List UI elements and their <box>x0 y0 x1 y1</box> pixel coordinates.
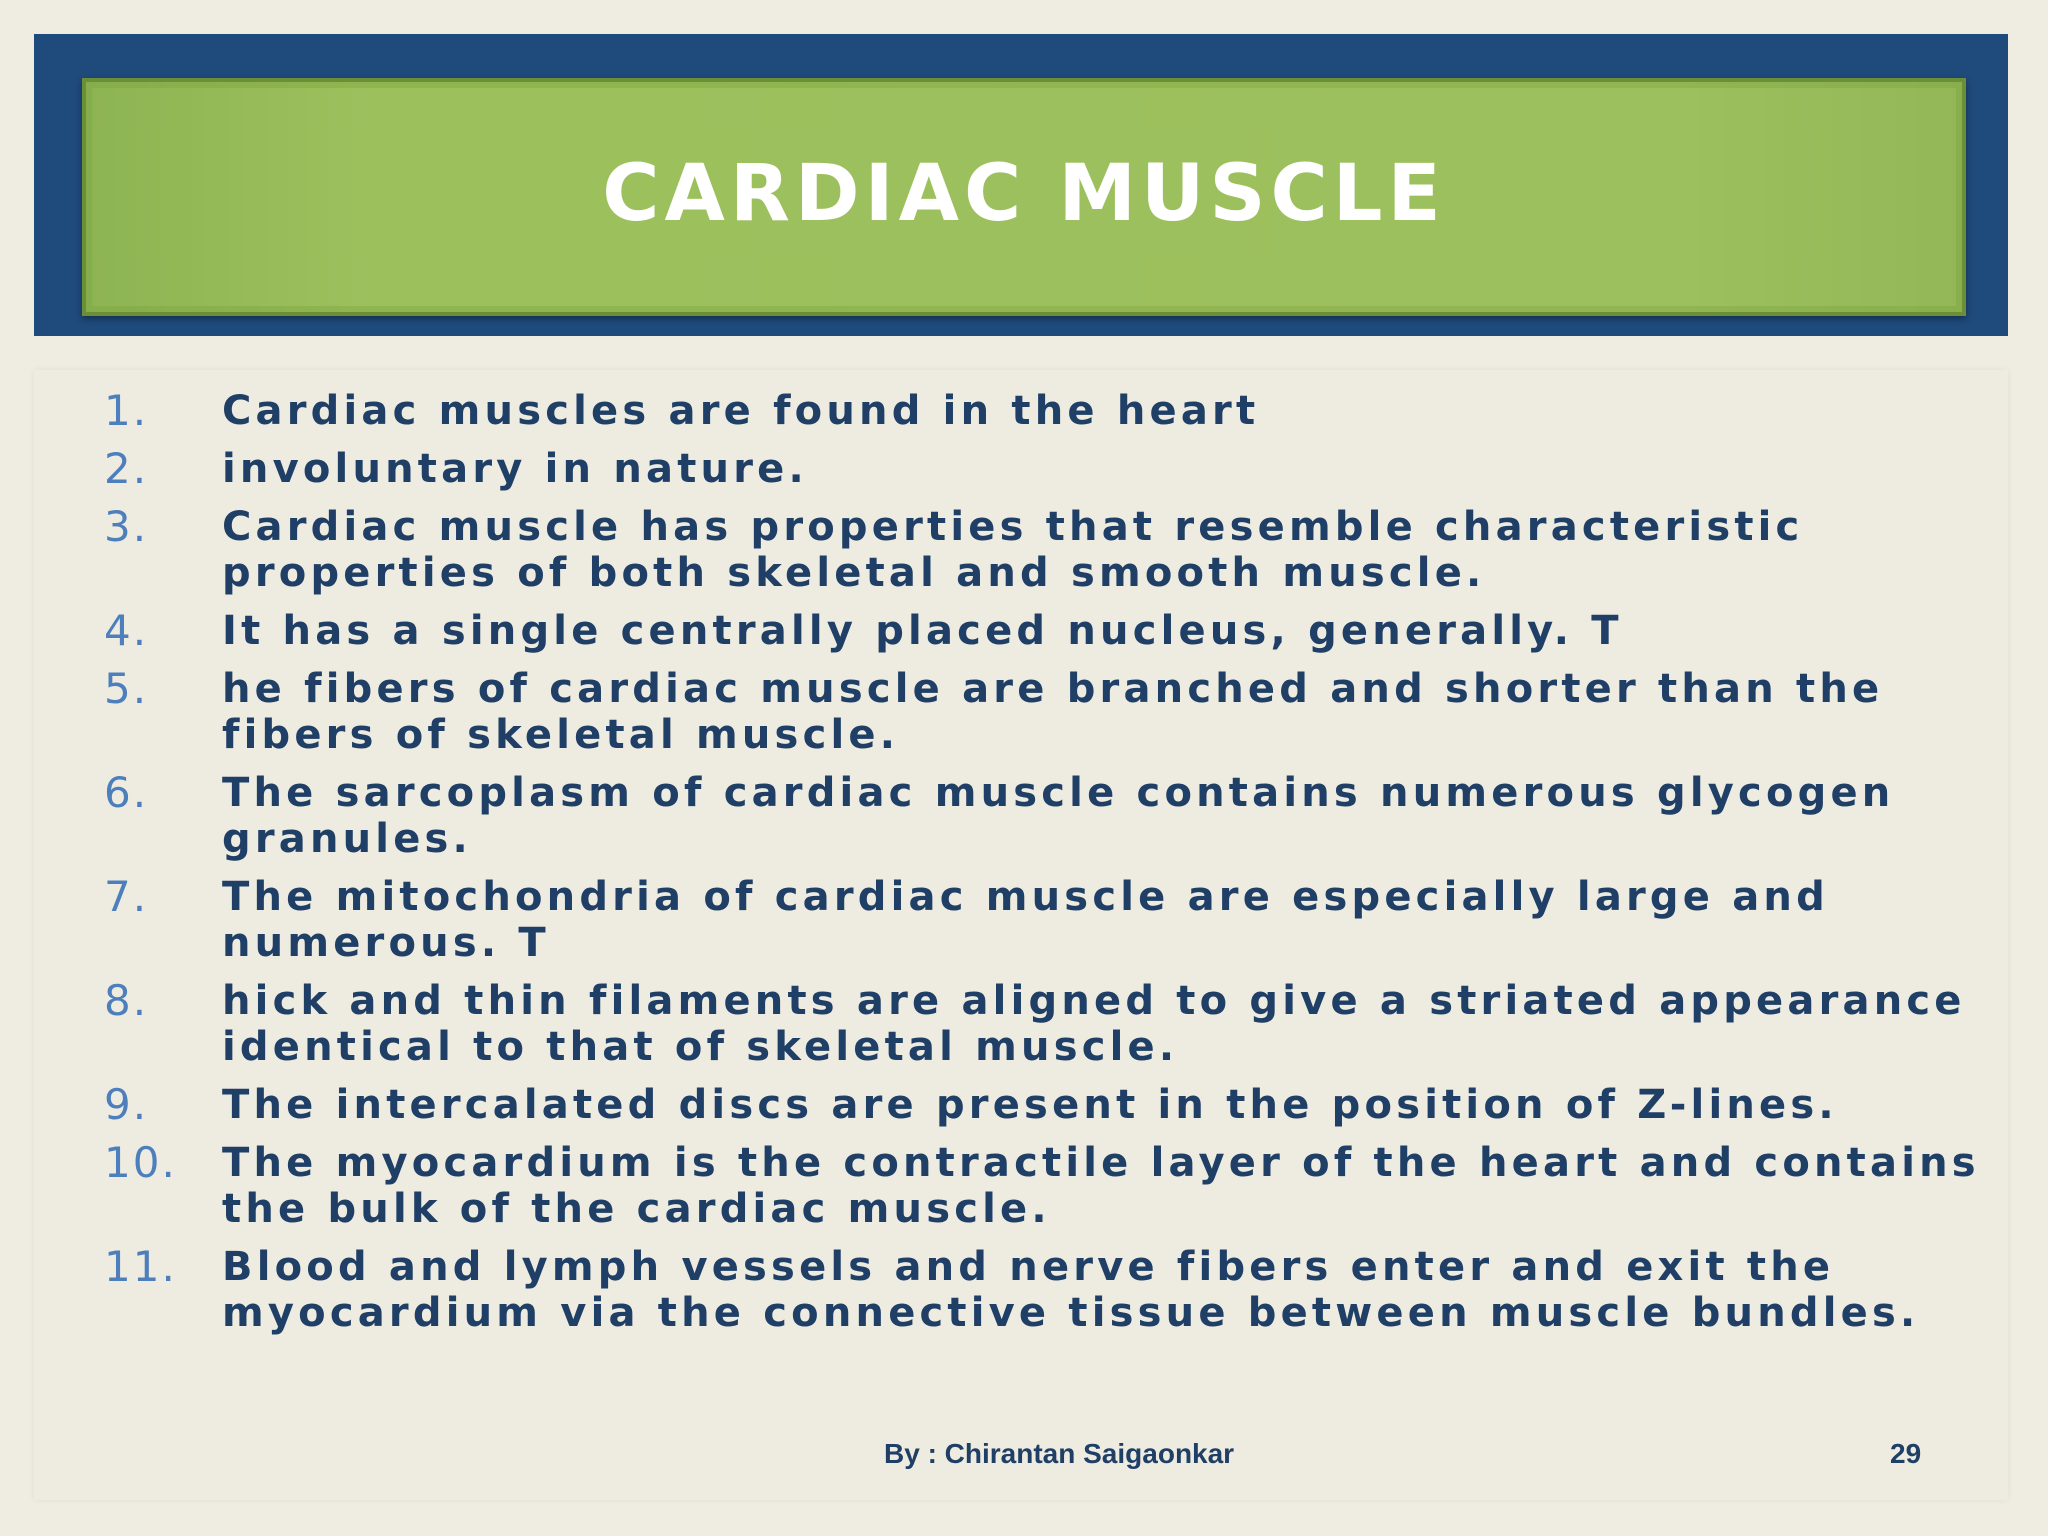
item-number: 1. <box>104 386 149 435</box>
item-text: It has a single centrally placed nucleus, generally. T <box>222 608 1623 654</box>
item-number: 2. <box>104 444 149 493</box>
list-item <box>104 666 1984 758</box>
list-item <box>104 978 1984 1070</box>
list-item <box>104 1140 1984 1232</box>
item-number: 11. <box>104 1242 177 1291</box>
list-item <box>104 388 1984 434</box>
list-item <box>104 874 1984 966</box>
list-item <box>104 608 1984 654</box>
item-text: The mitochondria of cardiac muscle are especially large and numerous. T <box>222 874 1829 966</box>
title-box <box>82 78 1966 316</box>
list-item <box>104 1244 1984 1336</box>
page-number: 29 <box>1890 1438 1922 1469</box>
slide-title: CARDIAC MUSCLE <box>602 149 1446 239</box>
item-number: 7. <box>104 872 149 921</box>
item-text: Cardiac muscle has properties that resemble characteristic properties of both skeletal and smooth muscle. <box>222 504 1804 596</box>
item-number: 5. <box>104 664 149 713</box>
footer-author: By : Chirantan Saigaonkar <box>884 1438 1235 1469</box>
item-number: 6. <box>104 768 149 817</box>
item-text: he fibers of cardiac muscle are branched and shorter than the fibers of skeletal muscle. <box>222 666 1884 758</box>
item-number: 4. <box>104 606 149 655</box>
item-text: The intercalated discs are present in the position of Z-lines. <box>222 1082 1838 1128</box>
item-text: Blood and lymph vessels and nerve fibers enter and exit the myocardium via the connective tissue between muscle bundles. <box>222 1244 1920 1336</box>
item-text: involuntary in nature. <box>222 446 808 492</box>
list-item <box>104 446 1984 492</box>
item-number: 9. <box>104 1080 149 1129</box>
list-item <box>104 1082 1984 1128</box>
item-text: The myocardium is the contractile layer of the heart and contains the bulk of the cardiac muscle. <box>222 1140 1980 1232</box>
list-item <box>104 770 1984 862</box>
item-text: The sarcoplasm of cardiac muscle contains numerous glycogen granules. <box>222 770 1895 862</box>
item-text: hick and thin filaments are aligned to give a striated appearance identical to that of skeletal muscle. <box>222 978 1966 1070</box>
item-number: 3. <box>104 502 149 551</box>
item-number: 8. <box>104 976 149 1025</box>
numbered-list <box>104 388 1984 1336</box>
item-text: Cardiac muscles are found in the heart <box>222 388 1260 434</box>
item-number: 10. <box>104 1138 177 1187</box>
list-item <box>104 504 1984 596</box>
